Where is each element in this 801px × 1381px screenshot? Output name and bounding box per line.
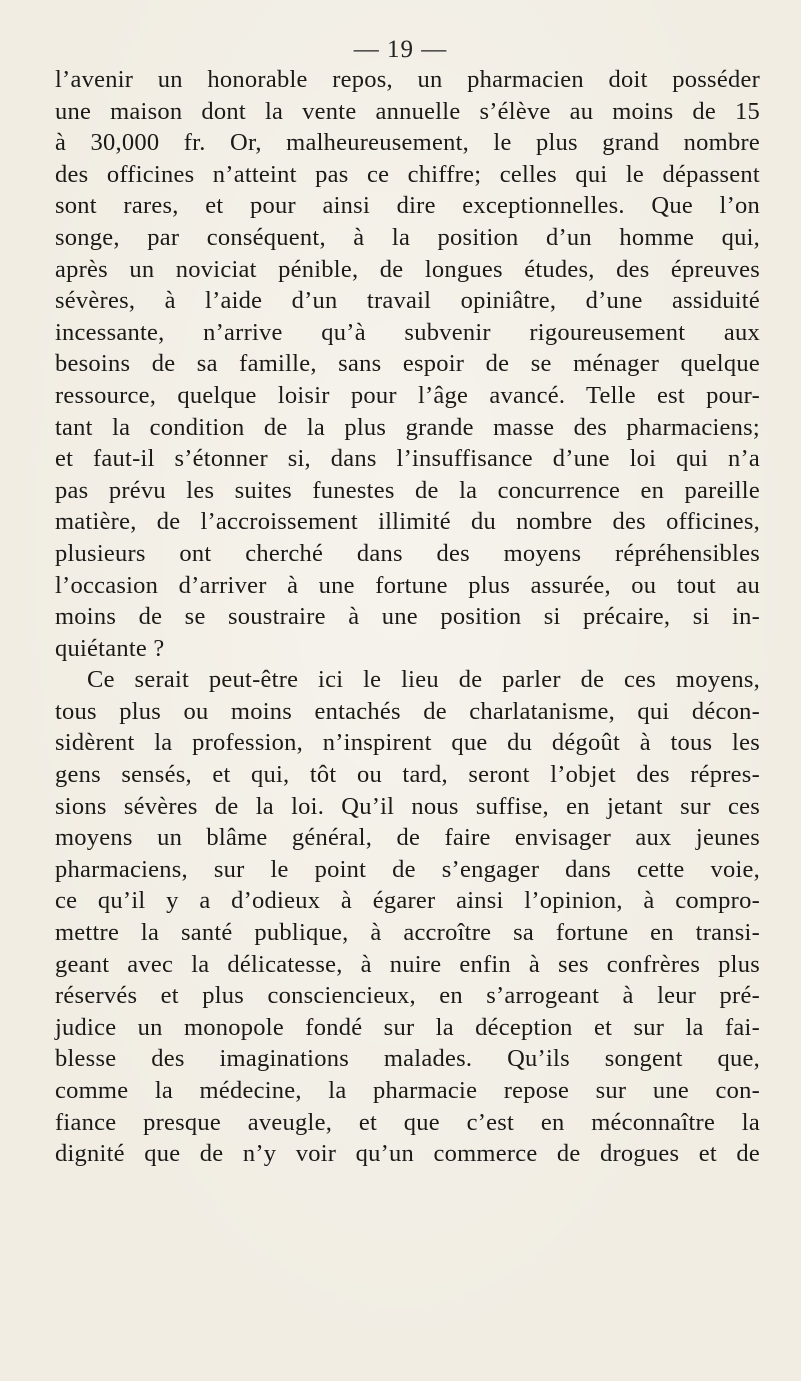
text-line: fiance presque aveugle, et que c’est en méconnaître la (55, 1108, 760, 1136)
text-line: tous plus ou moins entachés de charlatanisme, qui décon- (55, 697, 760, 725)
text-line: ce qu’il y a d’odieux à égarer ainsi l’opinion, à compro- (55, 887, 760, 915)
text-line: moyens un blâme général, de faire envisager aux jeunes (55, 824, 760, 852)
text-line: comme la médecine, la pharmacie repose sur une con- (55, 1077, 760, 1104)
text-line: geant avec la délicatesse, à nuire enfin à ses confrères plus (55, 950, 760, 978)
text-line: Ce serait peut-être ici le lieu de parler de ces moyens, (87, 666, 760, 694)
text-line: gens sensés, et qui, tôt ou tard, seront l’objet des répres- (55, 761, 760, 789)
text-line: plusieurs ont cherché dans des moyens répréhensibles (55, 539, 760, 567)
text-line: judice un monopole fondé sur la déception et sur la fai- (55, 1013, 760, 1041)
text-line: des officines n’atteint pas ce chiffre; celles qui le dépassent (55, 160, 760, 188)
text-line: tant la condition de la plus grande masse des pharmaciens; (55, 413, 760, 441)
text-line: blesse des imaginations malades. Qu’ils songent que, (55, 1045, 760, 1073)
text-line: et faut-il s’étonner si, dans l’insuffisance d’une loi qui n’a (55, 445, 760, 473)
text-line: l’avenir un honorable repos, un pharmacien doit posséder (55, 66, 760, 93)
text-line: matière, de l’accroissement illimité du nombre des officines, (55, 508, 760, 536)
text-line: mettre la santé publique, à accroître sa fortune en transi- (55, 919, 760, 947)
text-line: une maison dont la vente annuelle s’élève au moins de 15 (55, 97, 760, 125)
text-line: quiétante ? (55, 634, 165, 662)
text-line: sévères, à l’aide d’un travail opiniâtre, d’une assiduité (55, 287, 760, 315)
text-line: à 30,000 fr. Or, malheureusement, le plus grand nombre (55, 129, 760, 157)
text-line: moins de se soustraire à une position si précaire, si in- (55, 603, 760, 631)
text-line: pas prévu les suites funestes de la concurrence en pareille (55, 476, 760, 504)
text-line: besoins de sa famille, sans espoir de se ménager quelque (55, 350, 760, 378)
text-line: sions sévères de la loi. Qu’il nous suffise, en jetant sur ces (55, 792, 760, 820)
body-text (55, 64, 760, 1170)
text-line: sidèrent la profession, n’inspirent que du dégoût à tous les (55, 729, 760, 757)
text-line: dignité que de n’y voir qu’un commerce de drogues et de (55, 1140, 760, 1168)
text-line: pharmaciens, sur le point de s’engager dans cette voie, (55, 855, 760, 883)
text-line: sont rares, et pour ainsi dire exceptionnelles. Que l’on (55, 192, 760, 220)
text-line: ressource, quelque loisir pour l’âge avancé. Telle est pour- (55, 381, 760, 409)
text-line: l’occasion d’arriver à une fortune plus assurée, ou tout au (55, 571, 760, 599)
text-line: après un noviciat pénible, de longues études, des épreuves (55, 255, 760, 283)
text-line: réservés et plus consciencieux, en s’arrogeant à leur pré- (55, 982, 760, 1010)
text-line: songe, par conséquent, à la position d’un homme qui, (55, 223, 760, 251)
page-number-header: — 19 — (353, 36, 448, 63)
text-line: incessante, n’arrive qu’à subvenir rigoureusement aux (55, 318, 760, 346)
